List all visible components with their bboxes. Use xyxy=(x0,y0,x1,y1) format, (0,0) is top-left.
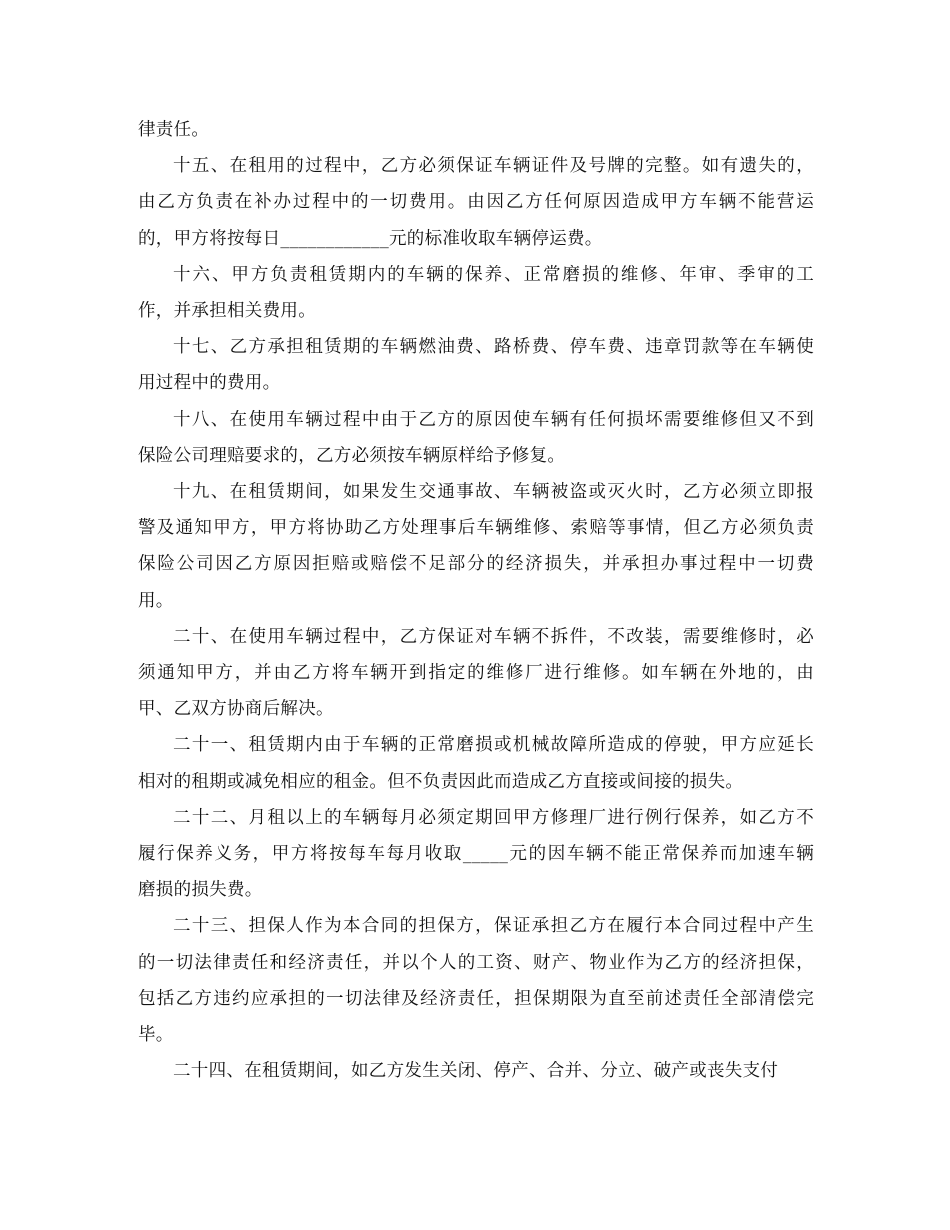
text-line: 作，并承担相关费用。 xyxy=(138,301,316,322)
clause-paragraph-p16 xyxy=(138,257,814,329)
text-line: 二十二、月租以上的车辆每月必须定期回甲方修理厂进行例行保养，如乙方不 xyxy=(173,807,814,828)
clause-paragraph-p20 xyxy=(138,619,814,728)
clause-paragraph-p23 xyxy=(138,908,814,1053)
clause-paragraph-p0 xyxy=(138,112,814,148)
text-line: 二十、在使用车辆过程中，乙方保证对车辆不拆件，不改装，需要维修时，必 xyxy=(173,626,814,647)
text-line: 十五、在租用的过程中，乙方必须保证车辆证件及号牌的完整。如有遗失的， xyxy=(173,156,814,177)
clause-paragraph-p19 xyxy=(138,474,814,619)
text-line: 二十四、在租赁期间，如乙方发生关闭、停产、合并、分立、破产或丧失支付 xyxy=(173,1061,779,1082)
text-line: 的一切法律责任和经济责任，并以个人的工资、财产、物业作为乙方的经济担保， xyxy=(138,952,814,973)
clause-paragraph-p17 xyxy=(138,329,814,401)
text-line: 由乙方负责在补办过程中的一切费用。由因乙方任何原因造成甲方车辆不能营运 xyxy=(138,192,814,213)
clause-paragraph-p15 xyxy=(138,148,814,257)
text-line: 相对的租期或减免相应的租金。但不负责因此而造成乙方直接或间接的损失。 xyxy=(138,771,744,792)
text-line: 十六、甲方负责租赁期内的车辆的保养、正常磨损的维修、年审、季审的工 xyxy=(173,264,814,285)
text-line: 十九、在租赁期间，如果发生交通事故、车辆被盗或灭火时，乙方必须立即报 xyxy=(173,482,814,503)
text-line: 十七、乙方承担租赁期的车辆燃油费、路桥费、停车费、违章罚款等在车辆使 xyxy=(173,337,814,358)
text-line: 用。 xyxy=(138,590,174,611)
text-line: 警及通知甲方，甲方将协助乙方处理事后车辆维修、索赔等事情，但乙方必须负责 xyxy=(138,518,814,539)
text-line: 律责任。 xyxy=(138,120,210,140)
clause-paragraph-p18 xyxy=(138,402,814,474)
text-line: 的，甲方将按每日____________元的标准收取车辆停运费。 xyxy=(138,228,603,249)
clause-paragraph-p24 xyxy=(138,1053,814,1089)
text-line: 履行保养义务，甲方将按每车每月收取_____元的因车辆不能正常保养而加速车辆 xyxy=(138,844,814,865)
text-line: 二十三、担保人作为本合同的担保方，保证承担乙方在履行本合同过程中产生 xyxy=(173,916,814,937)
clause-paragraph-p21 xyxy=(138,727,814,799)
text-line: 甲、乙双方协商后解决。 xyxy=(138,699,334,720)
text-line: 包括乙方违约应承担的一切法律及经济责任，担保期限为直至前述责任全部清偿完 xyxy=(138,988,814,1009)
text-line: 二十一、租赁期内由于车辆的正常磨损或机械故障所造成的停驶，甲方应延长 xyxy=(173,735,814,756)
text-line: 磨损的损失费。 xyxy=(138,880,263,901)
text-line: 毕。 xyxy=(138,1025,174,1046)
clause-paragraph-p22 xyxy=(138,800,814,909)
text-line: 十八、在使用车辆过程中由于乙方的原因使车辆有任何损坏需要维修但又不到 xyxy=(173,409,814,430)
document-body xyxy=(138,112,814,1089)
text-line: 保险公司理赔要求的，乙方必须按车辆原样给予修复。 xyxy=(138,445,566,466)
text-line: 用过程中的费用。 xyxy=(138,373,281,394)
text-line: 须通知甲方，并由乙方将车辆开到指定的维修厂进行维修。如车辆在外地的，由 xyxy=(138,663,814,684)
text-line: 保险公司因乙方原因拒赔或赔偿不足部分的经济损失，并承担办事过程中一切费 xyxy=(138,554,814,575)
